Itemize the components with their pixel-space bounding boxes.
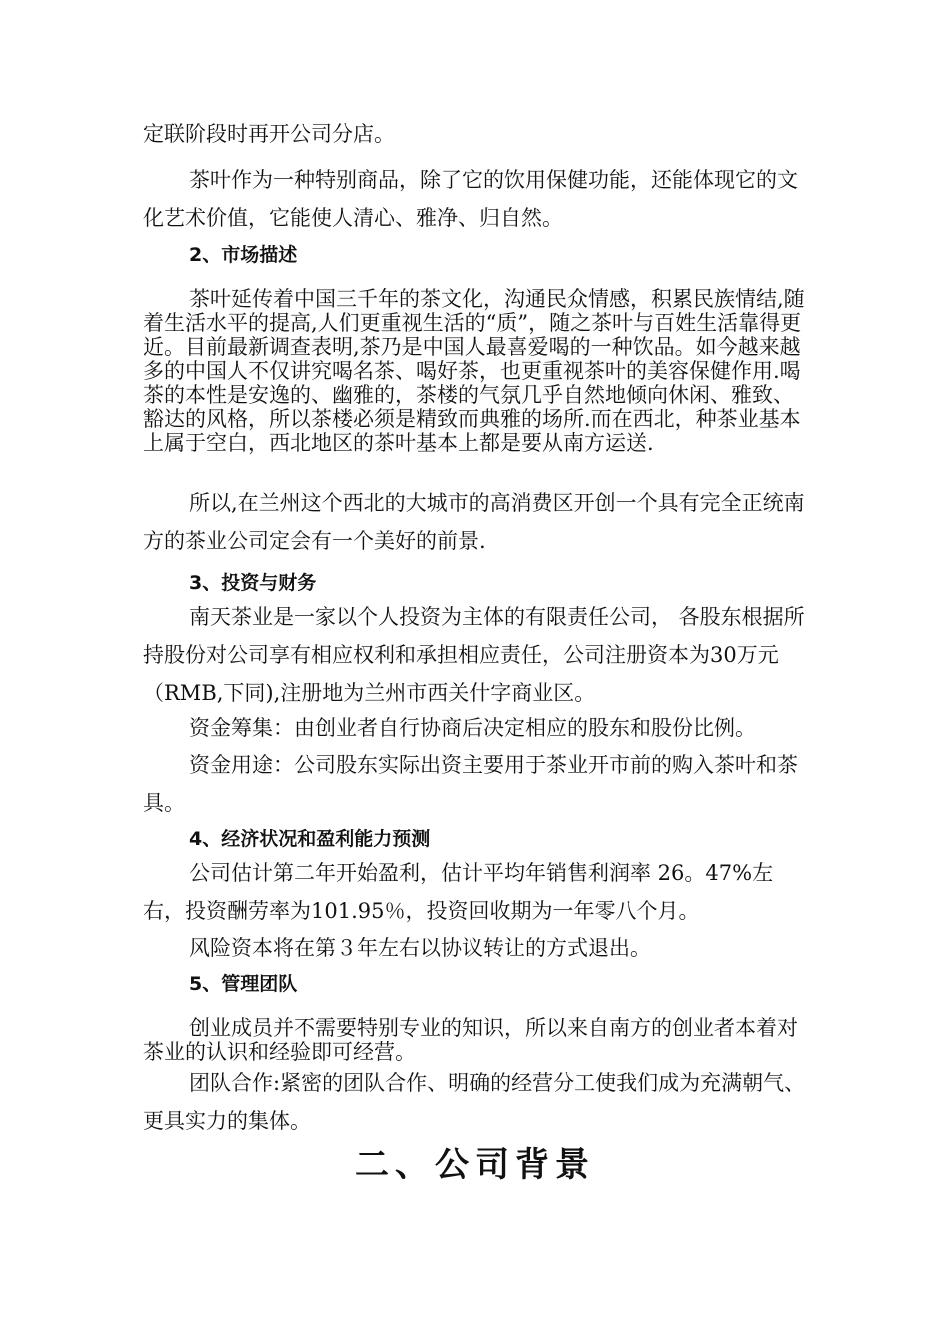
- paragraph-economic-2: 风险资本将在第３年左右以协议转让的方式退出。: [189, 936, 651, 960]
- heading-investment-finance: 3、投资与财务: [189, 572, 317, 594]
- paragraph-team-2: 团队合作:紧密的团队合作、明确的经营分工使我们成为充满朝气、更具实力的集体。: [143, 1071, 806, 1133]
- heading-market-description: 2、市场描述: [189, 244, 298, 266]
- paragraph-investment-1: 南天茶业是一家以个人投资为主体的有限责任公司， 各股东根据所持股份对公司享有相应权利和承担相应责任，公司注册资本为30万元（RMB,下同),注册地为兰州市西关什字商业区。: [143, 605, 805, 705]
- paragraph-economic-1: 公司估计第二年开始盈利，估计平均年销售利润率 26。47%左右，投资酬劳率为101.95％，投资回收期为一年零八个月。: [143, 861, 774, 923]
- paragraph-investment-3: 资金用途：公司股东实际出资主要用于茶业开市前的购入茶叶和茶具。: [143, 753, 798, 815]
- chapter-title: 二、公司背景: [355, 1145, 595, 1185]
- paragraph-company-branch: 定联阶段时再开公司分店。: [143, 122, 395, 146]
- paragraph-market-1: 茶叶延传着中国三千年的茶文化，沟通民众情感，积累民族情结,随着生活水平的提高,人们更重视生活的“质”，随之茶叶与百姓生活靠得更近。目前最新调查表明,茶乃是中国人最喜爱喝的一种饮品。如今越来越多的中国人不仅讲究喝名茶、喝好茶，也更重视茶叶的美容保健作用.喝茶的本性是安逸的、幽雅的，茶楼的气氛几乎自然地倾向休闲、雅致、豁达的风格，所以茶楼必须是精致而典雅的场所.而在西北，种茶业基本上属于空白，西北地区的茶叶基本上都是要从南方运送.: [143, 287, 805, 455]
- paragraph-team-1: 创业成员并不需要特别专业的知识，所以来自南方的创业者本着对茶业的认识和经验即可经营。: [143, 1016, 798, 1064]
- paragraph-tea-value: 茶叶作为一种特别商品，除了它的饮用保健功能，还能体现它的文化艺术价值，它能使人清心、雅净、归自然。: [143, 168, 798, 230]
- heading-economic-forecast: 4、经济状况和盈利能力预测: [189, 828, 431, 850]
- paragraph-investment-2: 资金筹集：由创业者自行协商后决定相应的股东和股份比例。: [189, 716, 756, 740]
- heading-management-team: 5、管理团队: [189, 973, 298, 995]
- paragraph-market-2: 所以,在兰州这个西北的大城市的高消费区开创一个具有完全正统南方的茶业公司定会有一个美好的前景.: [143, 491, 805, 553]
